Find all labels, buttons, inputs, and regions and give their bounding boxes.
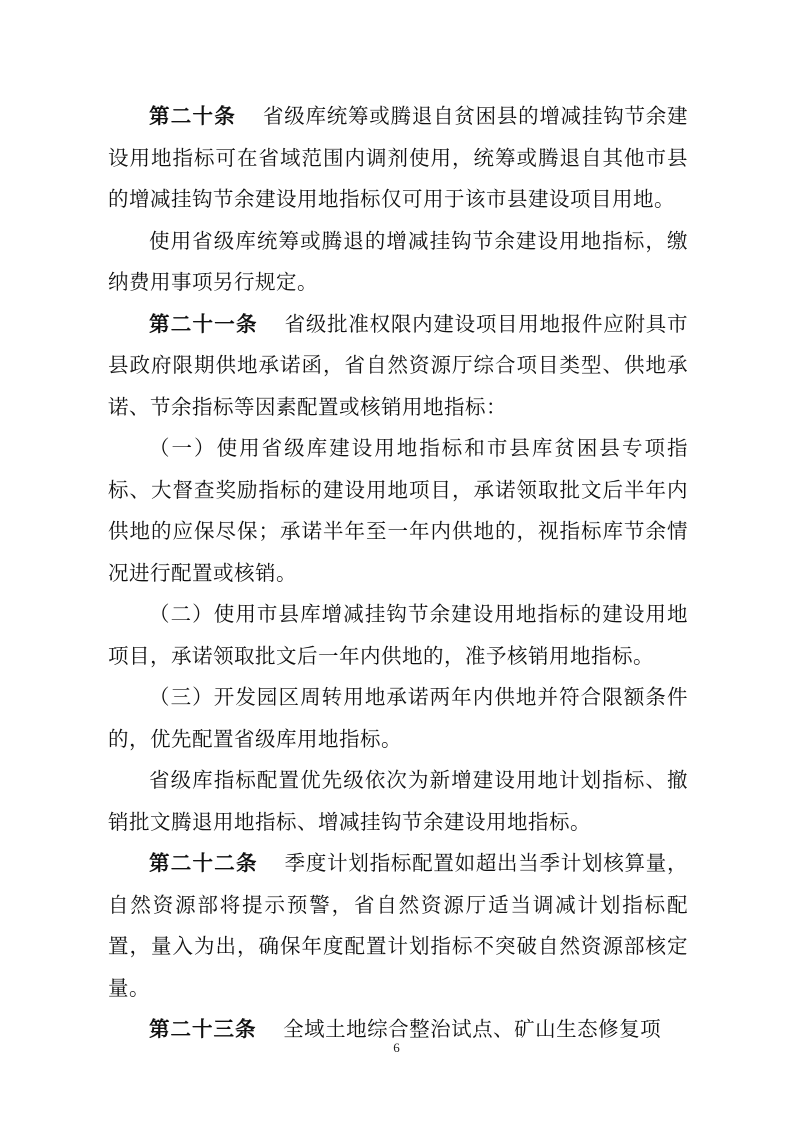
page-number: 6 [393, 1040, 400, 1055]
article-heading: 第二十条 [149, 104, 237, 128]
article-heading: 第二十二条 [149, 851, 258, 875]
paragraph-text: （二）使用市县库增减挂钩节余建设用地指标的建设用地项目，承诺领取批文后一年内供地的，准予核销用地指标。 [108, 602, 688, 668]
list-item-paragraph [108, 428, 688, 594]
body-paragraph [108, 221, 688, 304]
paragraph-text: （一）使用省级库建设用地指标和市县库贫困县专项指标、大督查奖励指标的建设用地项目，承诺领取批文后半年内供地的应保尽保；承诺半年至一年内供地的，视指标库节余情况进行配置或核销。 [108, 436, 688, 585]
article-heading: 第二十三条 [149, 1017, 257, 1041]
article-20-paragraph [108, 96, 688, 221]
paragraph-text: 省级库指标配置优先级依次为新增建设用地计划指标、撤销批文腾退用地指标、增减挂钩节余建设用地指标。 [108, 768, 688, 834]
article-heading: 第二十一条 [149, 311, 258, 336]
article-21-paragraph [108, 304, 688, 429]
body-paragraph [108, 760, 688, 843]
paragraph-text: 全域土地综合整治试点、矿山生态修复项 [283, 1017, 662, 1041]
paragraph-text: 使用省级库统筹或腾退的增减挂钩节余建设用地指标，缴纳费用事项另行规定。 [108, 228, 688, 294]
paragraph-text: 省级批准权限内建设项目用地报件应附具市县政府限期供地承诺函，省自然资源厅综合项目类型、供地承诺、节余指标等因素配置或核销用地指标： [108, 311, 689, 419]
list-item-paragraph [108, 677, 688, 760]
document-body [108, 96, 688, 1051]
paragraph-text: 季度计划指标配置如超出当季计划核算量，自然资源部将提示预警，省自然资源厅适当调减计划指标配置，量入为出，确保年度配置计划指标不突破自然资源部核定量。 [108, 851, 689, 1000]
paragraph-text: 省级库统筹或腾退自贫困县的增减挂钩节余建设用地指标可在省域范围内调剂使用，统筹或腾退自其他市县的增减挂钩节余建设用地指标仅可用于该市县建设项目用地。 [108, 104, 689, 211]
list-item-paragraph [108, 594, 688, 677]
article-22-paragraph [108, 843, 688, 1009]
paragraph-text: （三）开发园区周转用地承诺两年内供地并符合限额条件的，优先配置省级库用地指标。 [108, 685, 688, 751]
